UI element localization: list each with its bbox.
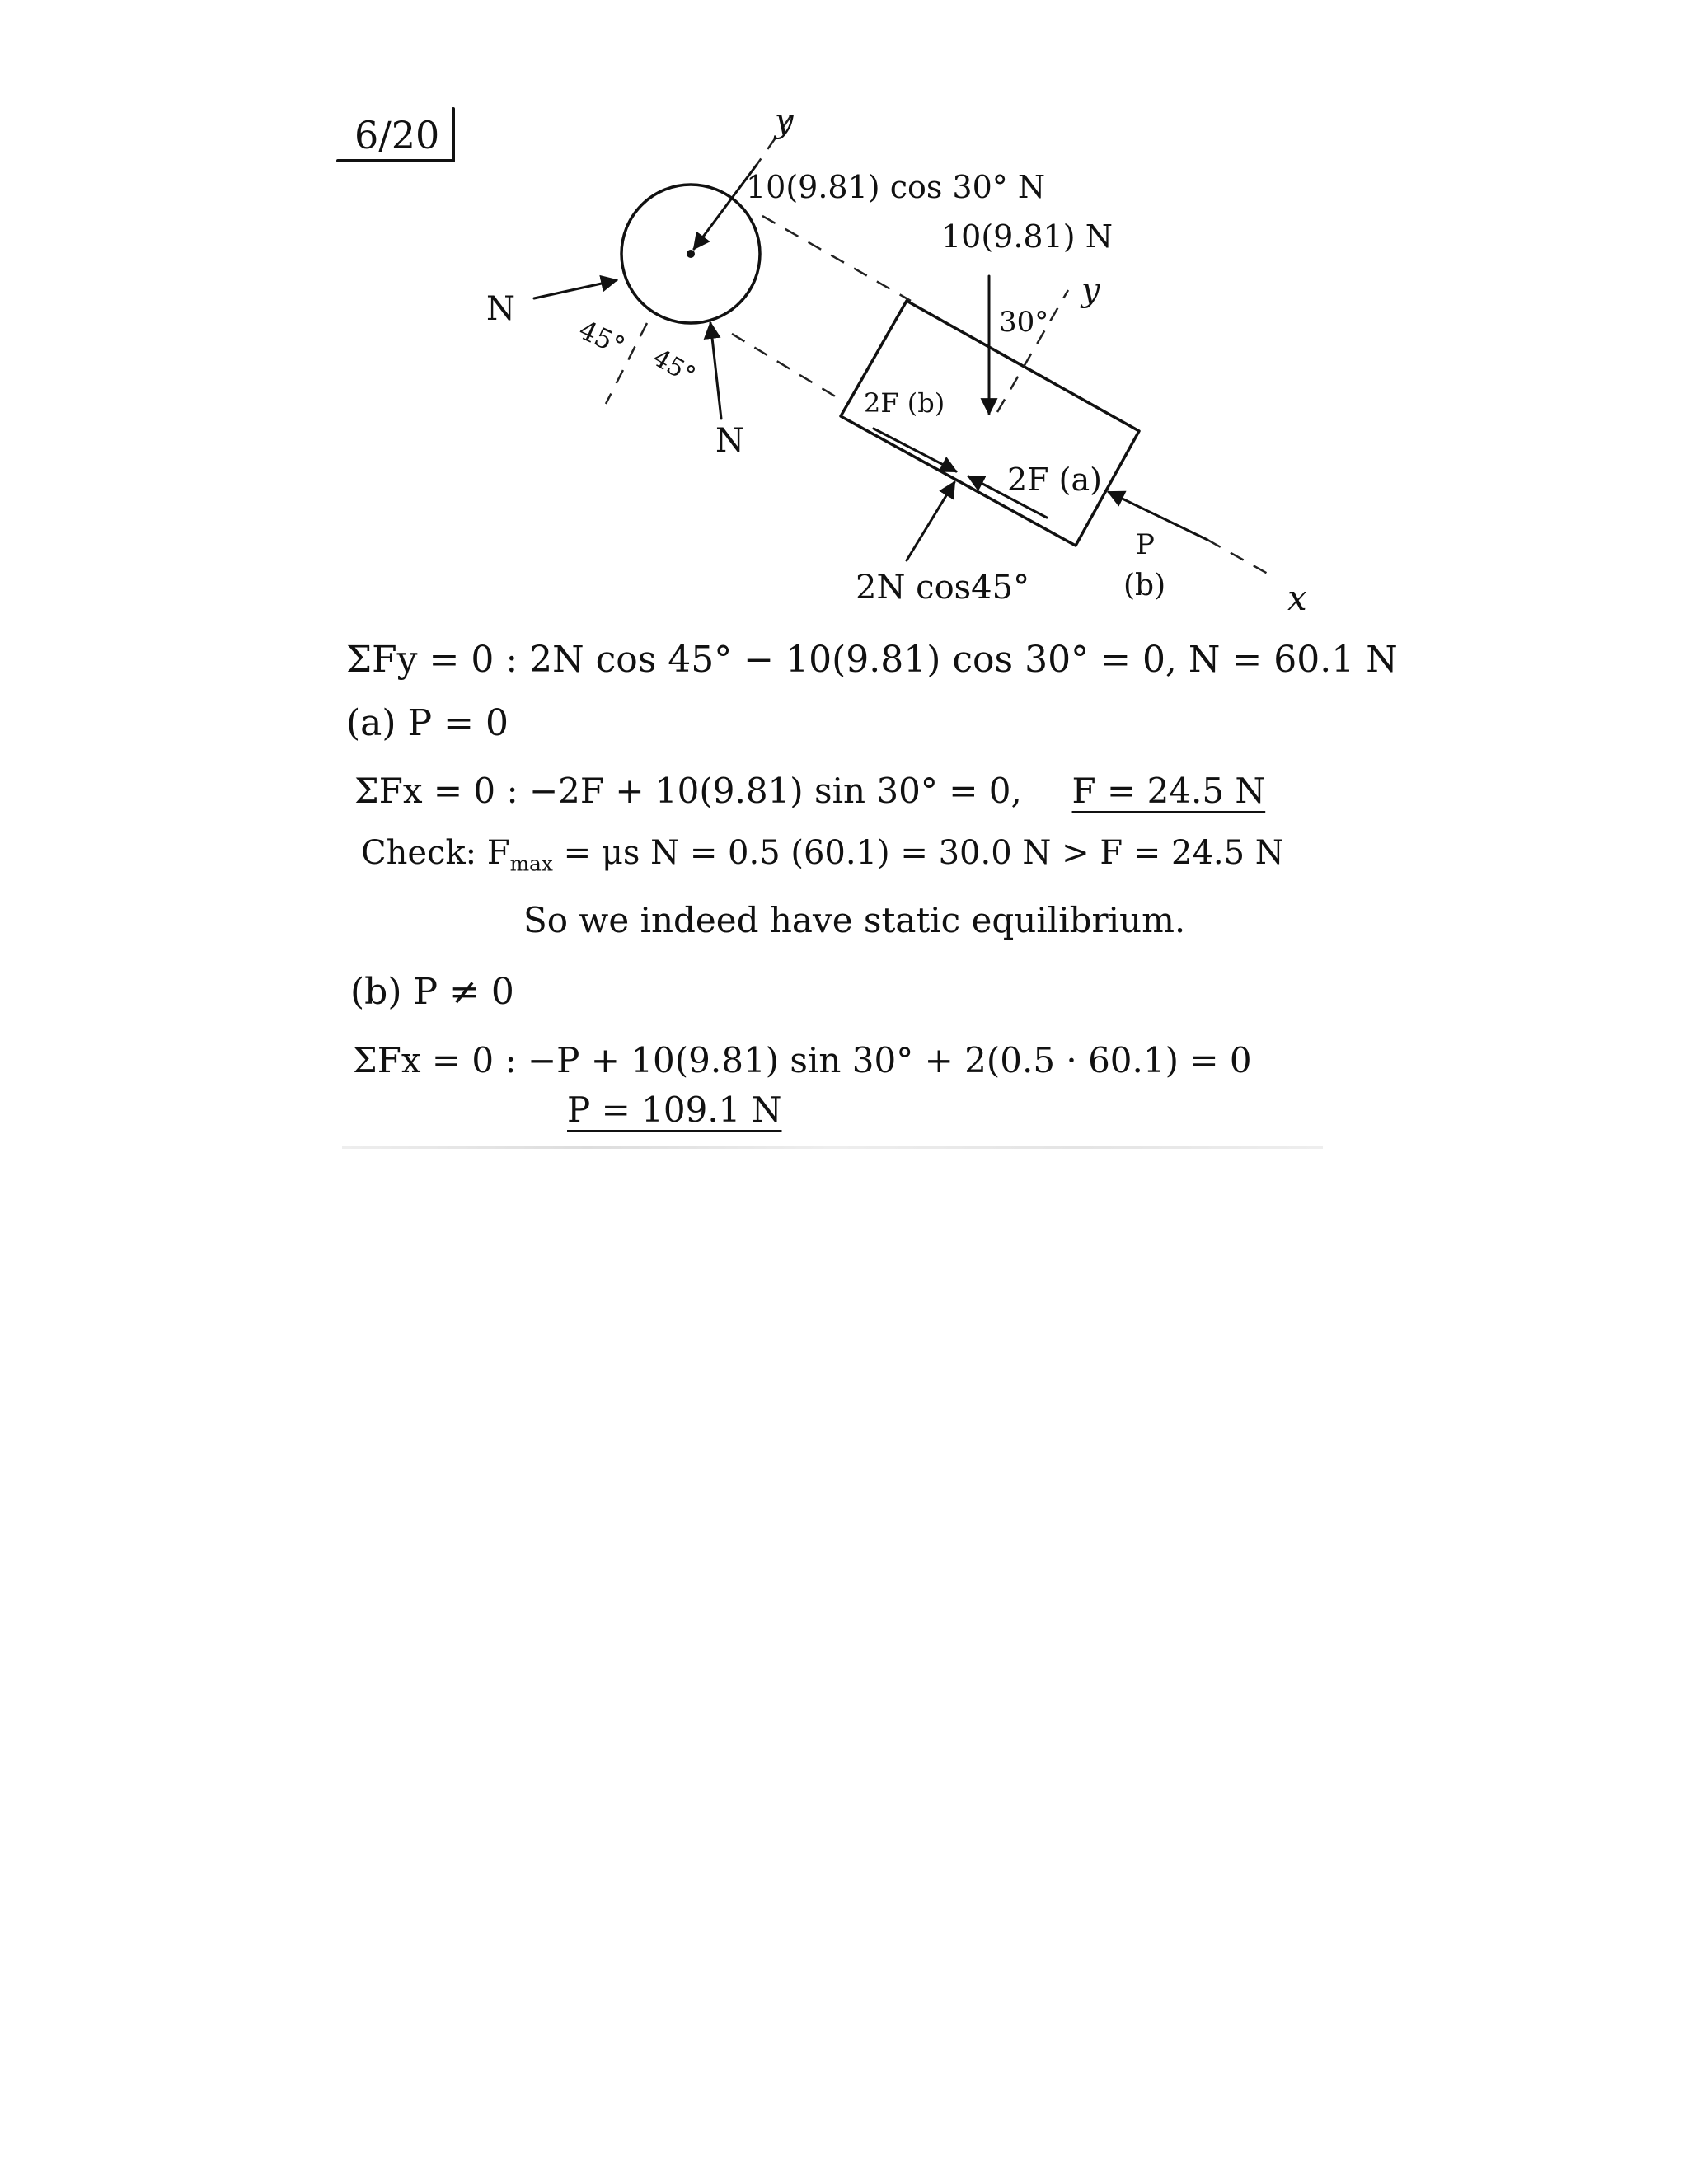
check-sub: max: [509, 851, 553, 876]
problem-number-box: [338, 109, 453, 161]
friction-b-arrow: [874, 429, 956, 471]
f-result: F = 24.5 N: [1071, 771, 1266, 811]
angle-45-left: 45°: [574, 313, 631, 363]
friction-b-label: 2F (b): [864, 387, 945, 419]
sum-fy-equation: ΣFy = 0 : 2N cos 45° − 10(9.81) cos 30° = 0, N = 60.1 N: [346, 639, 1398, 681]
cylinder-center: [687, 250, 695, 258]
normal-block-arrow: [907, 482, 954, 560]
sum-fx-b-equation: ΣFx = 0 : −P + 10(9.81) sin 30° + 2(0.5 · 60.1) = 0: [353, 1040, 1252, 1080]
sum-fx-a-equation: ΣFx = 0 : −2F + 10(9.81) sin 30° = 0,: [354, 771, 1022, 811]
check-prefix: Check: F: [361, 834, 510, 872]
axis-x-line: [1207, 540, 1273, 577]
push-p-arrow: [1109, 492, 1207, 540]
scan-edge-line: [342, 1146, 1323, 1149]
problem-number: 6/20: [354, 113, 440, 157]
normal-bottom-arrow: [710, 323, 721, 419]
sum-fx-a-row: [354, 771, 1265, 811]
p-result: P = 109.1 N: [567, 1090, 782, 1130]
normal-left-label: N: [486, 290, 515, 328]
block-weight-label: 10(9.81) N: [941, 218, 1113, 255]
normal-left-arrow: [534, 280, 617, 298]
angle-30: 30°: [999, 306, 1049, 339]
cyl-weight-label: 10(9.81) cos 30° N: [746, 169, 1046, 205]
conclusion-text: So we indeed have static equilibrium.: [523, 900, 1186, 940]
case-b-heading: (b) P ≠ 0: [350, 971, 514, 1013]
axis-y-top-label: y: [775, 102, 794, 140]
axis-x-label: x: [1287, 578, 1307, 618]
push-case-label: (b): [1123, 569, 1166, 602]
case-a-heading: (a) P = 0: [346, 702, 509, 744]
push-p-label: P: [1136, 528, 1155, 561]
axis-y-block-label: y: [1081, 271, 1100, 309]
friction-a-label: 2F (a): [1007, 462, 1102, 498]
angle-45-right: 45°: [648, 343, 701, 391]
incline-dash-lower: [732, 334, 837, 397]
normal-bottom-label: N: [715, 422, 744, 460]
normal-block-label: 2N cos45°: [856, 569, 1030, 607]
check-row: [361, 834, 1284, 876]
incline-dash-upper: [762, 216, 911, 301]
check-rest: = μs N = 0.5 (60.1) = 30.0 N > F = 24.5 N: [552, 834, 1284, 872]
